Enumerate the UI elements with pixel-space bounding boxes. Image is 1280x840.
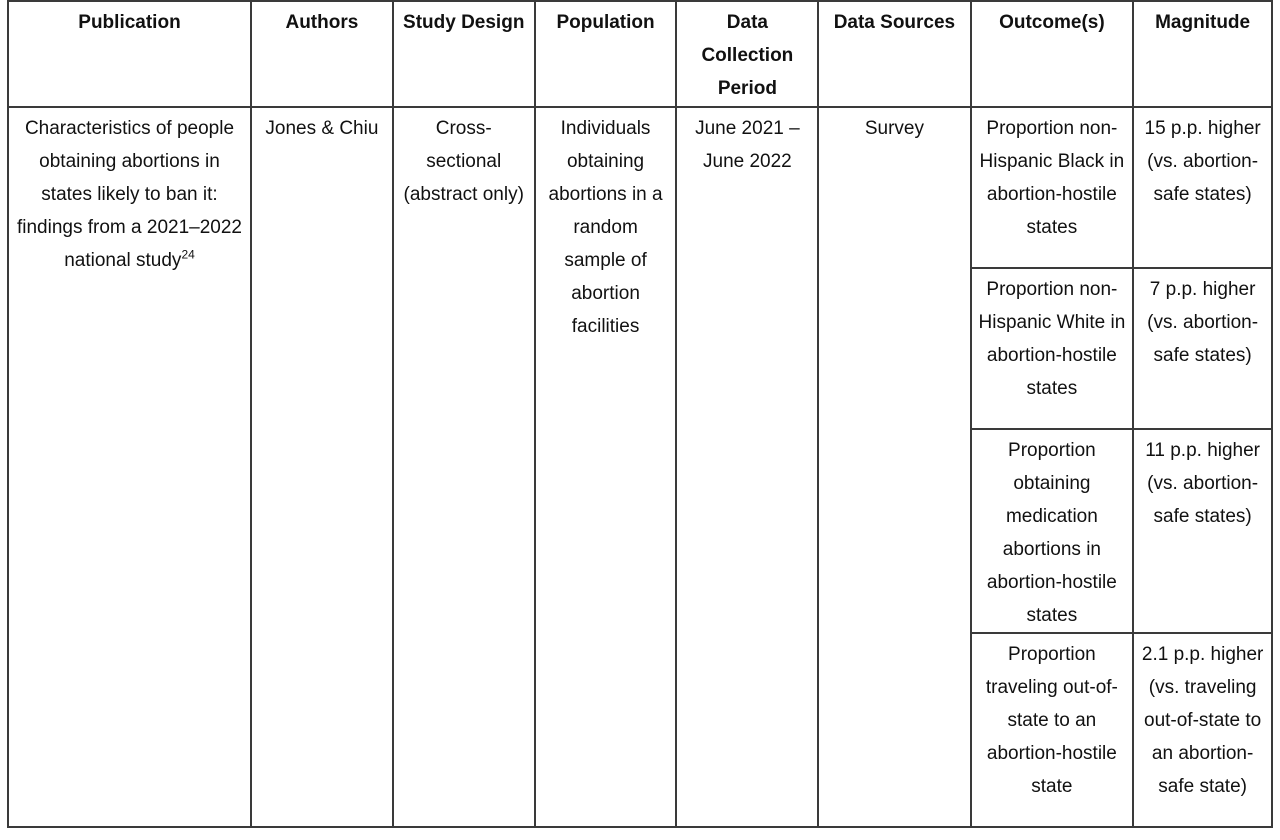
header-row [8,1,1272,107]
header-data-sources: Data Sources [818,1,970,107]
population-cell: Individuals obtaining abortions in a random sample of abortion facilities [535,107,677,827]
magnitude-cell: 11 p.p. higher (vs. abortion-safe states) [1133,429,1272,633]
data-sources-cell: Survey [818,107,970,827]
header-magnitude: Magnitude [1133,1,1272,107]
table-row [8,107,1272,268]
magnitude-cell: 7 p.p. higher (vs. abortion-safe states) [1133,268,1272,429]
header-study-design: Study Design [393,1,535,107]
outcome-cell: Proportion non-Hispanic White in abortion-hostile states [971,268,1134,429]
publication-title: Characteristics of people obtaining abortions in states likely to ban it: findings from a 2021–2022 national study [16,118,242,271]
authors-cell: Jones & Chiu [251,107,393,827]
magnitude-cell: 2.1 p.p. higher (vs. traveling out-of-state to an abortion-safe state) [1133,633,1272,827]
header-outcomes: Outcome(s) [971,1,1134,107]
magnitude-cell: 15 p.p. higher (vs. abortion-safe states) [1133,107,1272,268]
header-population: Population [535,1,677,107]
header-authors: Authors [251,1,393,107]
publication-cell [8,107,251,827]
header-data-collection-period: Data Collection Period [676,1,818,107]
outcome-cell: Proportion obtaining medication abortions in abortion-hostile states [971,429,1134,633]
outcome-cell: Proportion non-Hispanic Black in abortion-hostile states [971,107,1134,268]
data-collection-period-cell: June 2021 – June 2022 [676,107,818,827]
outcome-cell: Proportion traveling out-of-state to an abortion-hostile state [971,633,1134,827]
study-table [7,0,1273,828]
publication-reference: 24 [181,247,195,262]
study-design-cell: Cross-sectional (abstract only) [393,107,535,827]
header-publication: Publication [8,1,251,107]
